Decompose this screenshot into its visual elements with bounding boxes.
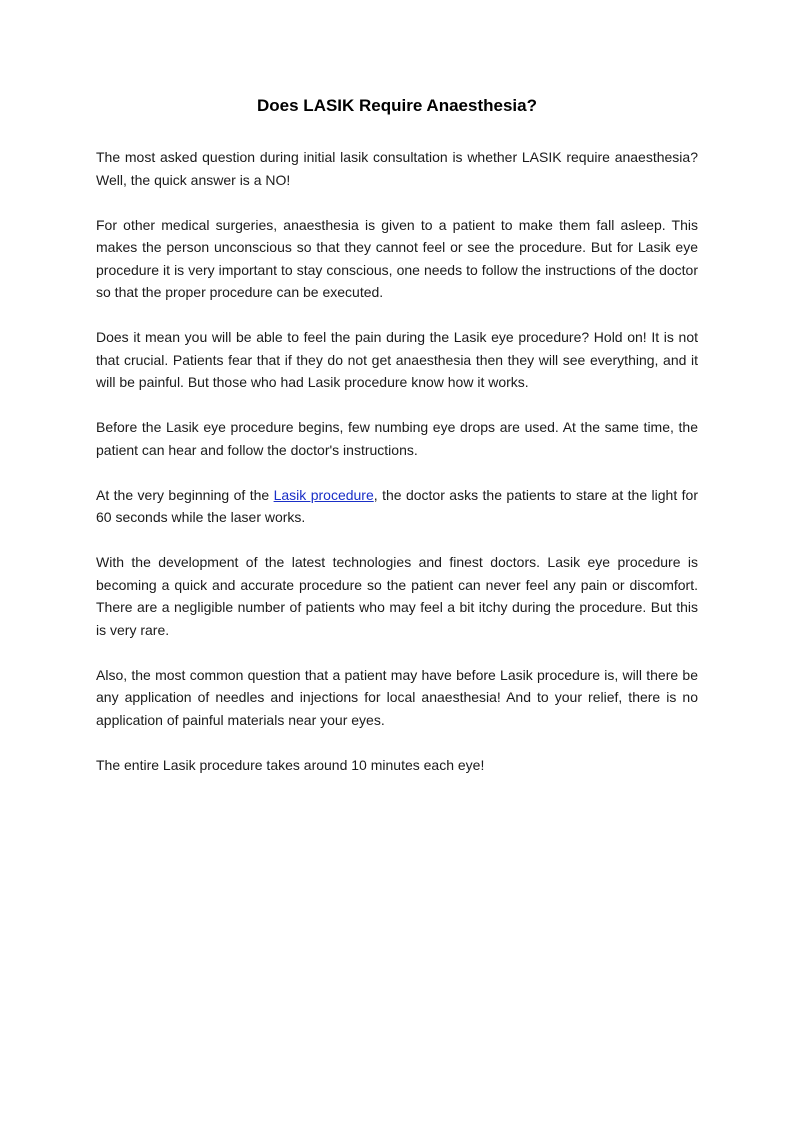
document-page bbox=[96, 94, 698, 799]
lasik-procedure-link[interactable]: Lasik procedure bbox=[273, 486, 374, 503]
paragraph-duration: The entire Lasik procedure takes around 10 minutes each eye! bbox=[96, 756, 485, 773]
paragraph-procedure-start-text-after: , the doctor asks the patients to stare at the light for 60 seconds while the laser works. bbox=[96, 486, 698, 525]
paragraph-numbing-drops: Before the Lasik eye procedure begins, few numbing eye drops are used. At the same time, the patient can hear and follow the doctor's instructions. bbox=[96, 419, 698, 458]
paragraph-intro: The most asked question during initial lasik consultation is whether LASIK require anaesthesia? Well, the quick answer is a NO! bbox=[96, 149, 698, 188]
paragraph-needles-question: Also, the most common question that a patient may have before Lasik procedure is, will there be any application of needles and injections for local anaesthesia! And to your relief, there is no application of painful materials near your eyes. bbox=[96, 666, 698, 728]
paragraph-pain-question: Does it mean you will be able to feel the pain during the Lasik eye procedure? Hold on! It is not that crucial. Patients fear that if they do not get anaesthesia then they will see everything, and it will be painful. But those who had Lasik procedure know how it works. bbox=[96, 329, 698, 390]
paragraph-other-surgeries: For other medical surgeries, anaesthesia is given to a patient to make them fall asleep. This makes the person unconscious so that they cannot feel or see the procedure. But for Lasik eye procedure it is very important to stay conscious, one needs to follow the instructions of the doctor so that the proper procedure can be executed. bbox=[96, 216, 698, 300]
paragraph-technology: With the development of the latest technologies and finest doctors. Lasik eye procedure is becoming a quick and accurate procedure so the patient can never feel any pain or discomfort. There are a negligible number of patients who may feel a bit itchy during the procedure. But this is very rare. bbox=[96, 554, 698, 638]
paragraph-procedure-start bbox=[96, 484, 698, 529]
document-title: Does LASIK Require Anaesthesia? bbox=[257, 96, 537, 115]
paragraph-procedure-start-text-before: At the very beginning of the bbox=[96, 486, 274, 503]
